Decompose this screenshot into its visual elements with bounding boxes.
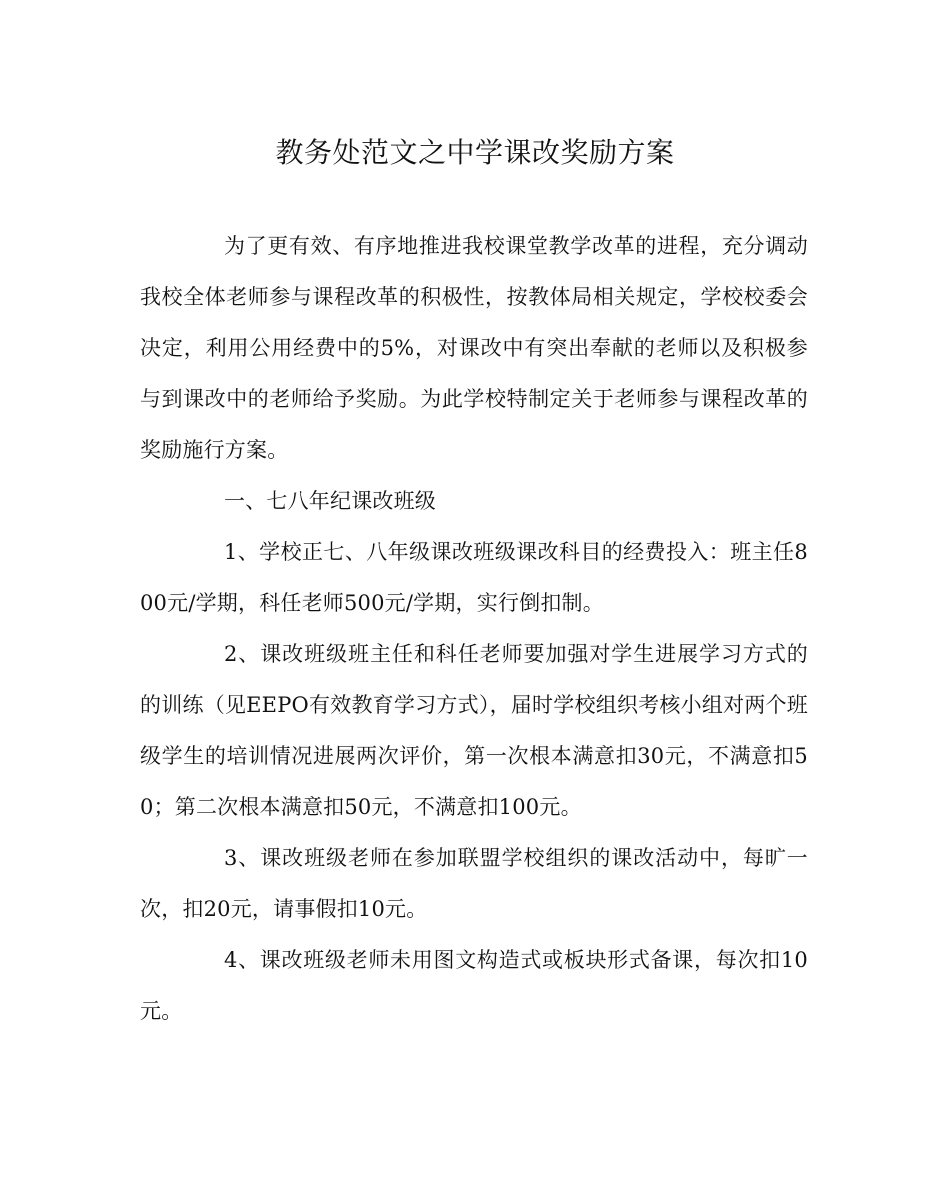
- document-title: 教务处范文之中学课改奖励方案: [275, 136, 675, 169]
- list-item-4: 4、课改班级老师未用图文构造式或板块形式备课，每次扣10元。: [140, 948, 808, 1023]
- paragraph-intro: 为了更有效、有序地推进我校课堂教学改革的进程，充分调动我校全体老师参与课程改革的积极性，按教体局相关规定，学校校委会决定，利用公用经费中的5%，对课改中有突出奉献的老师以及积极参与到课改中的老师给予奖励。为此学校特制定关于老师参与课程改革的奖励施行方案。: [140, 234, 808, 462]
- section-heading-1: 一、七八年纪课改班级: [224, 489, 436, 513]
- list-item-1: 1、学校正七、八年级课改班级课改科目的经费投入：班主任800元/学期，科任老师500元/学期，实行倒扣制。: [140, 540, 808, 615]
- document-body: [140, 221, 808, 1037]
- list-item-2: 2、课改班级班主任和科任老师要加强对学生进展学习方式的的训练（见EEPO有效教育学习方式），届时学校组织考核小组对两个班级学生的培训情况进展两次评价，第一次根本满意扣30元，不满意扣50；第二次根本满意扣50元，不满意扣100元。: [140, 642, 808, 819]
- list-item-3: 3、课改班级老师在参加联盟学校组织的课改活动中，每旷一次，扣20元，请事假扣10元。: [140, 846, 808, 921]
